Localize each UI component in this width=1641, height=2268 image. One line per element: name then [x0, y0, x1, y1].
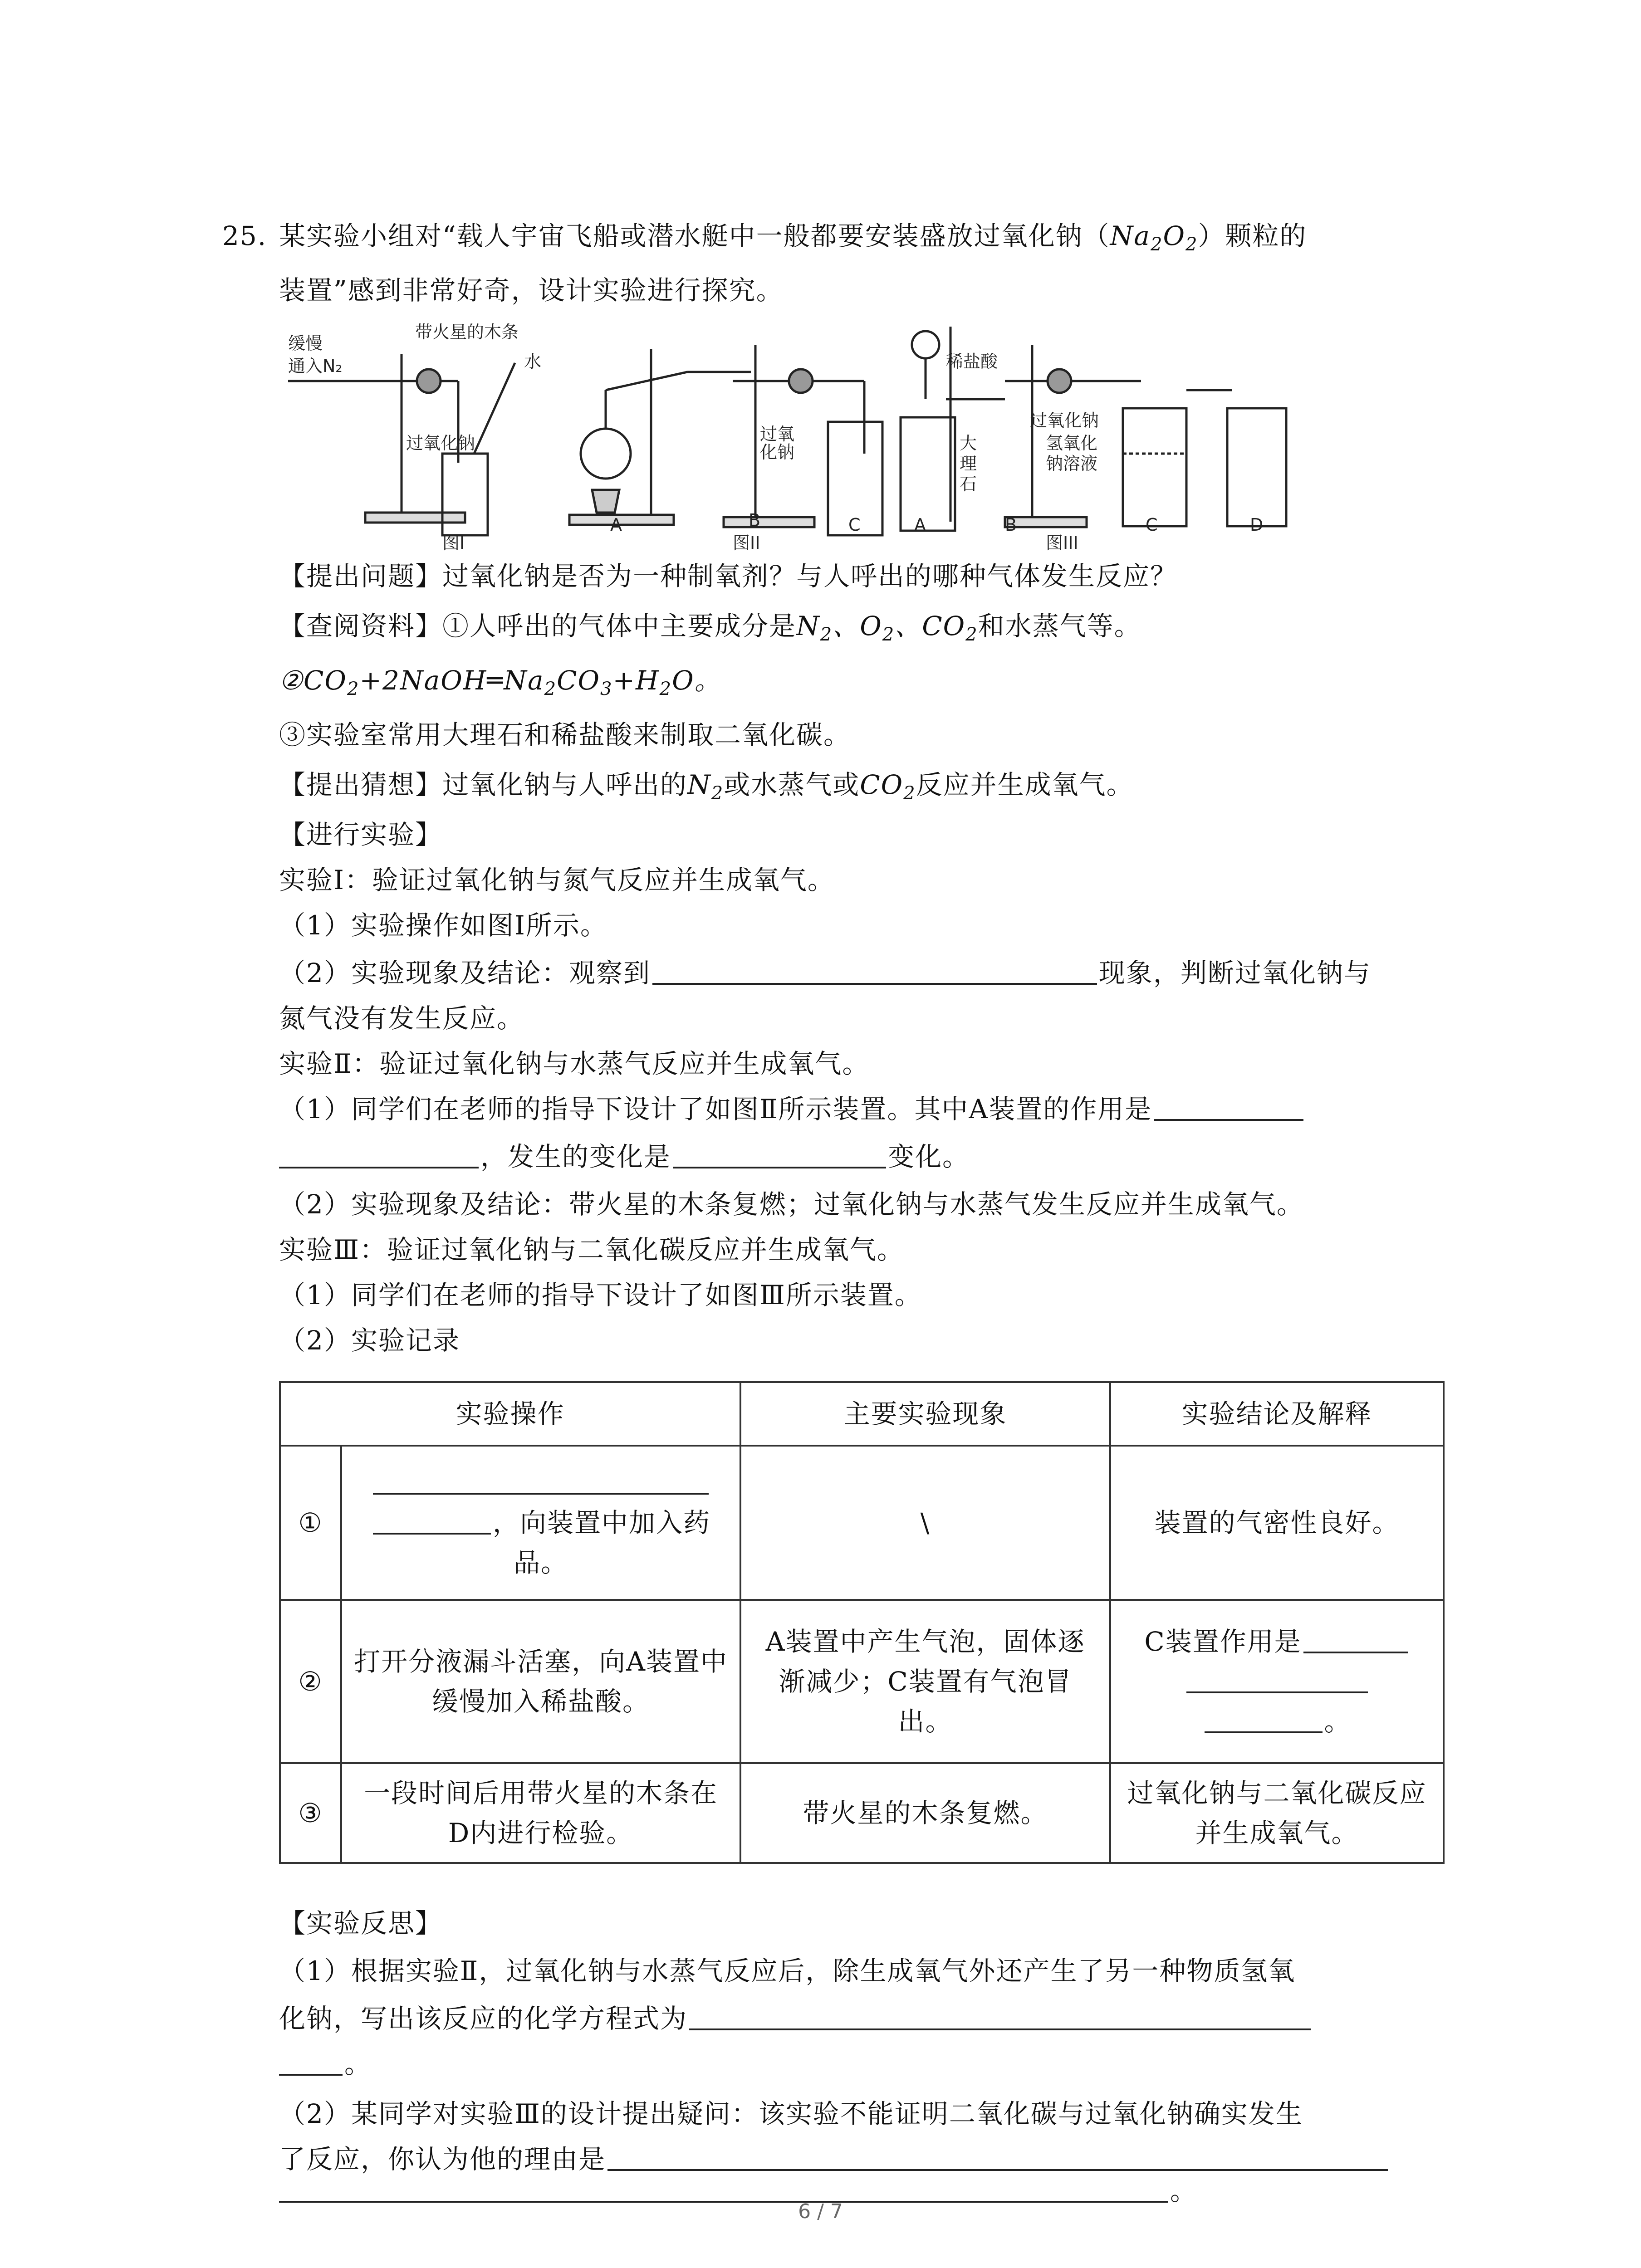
question-stem-line2: 装置”感到非常好奇，设计实验进行探究。	[279, 275, 784, 306]
fig3-caption: 图III	[1046, 533, 1078, 553]
exp1-step1: （1）实验操作如图Ⅰ所示。	[279, 910, 607, 941]
fig-label-marble-a: 大	[960, 433, 977, 453]
answer-blank-reflect-1a[interactable]	[689, 2001, 1311, 2030]
exp3-step2: （2）实验记录	[279, 1325, 460, 1356]
header-operation: 实验操作	[280, 1382, 740, 1446]
question-stem-line1: 25. 某实验小组对“载人宇宙飞船或潜水艇中一般都要安装盛放过氧化钠$(Na_2O_2)$颗粒的	[279, 218, 1450, 254]
fig-label-na2o2-3: 过氧化钠	[1030, 411, 1099, 430]
fig-label-marble-b: 理	[960, 454, 977, 474]
fig3-label-D: D	[1250, 515, 1264, 535]
fig-label-water: 水	[524, 352, 542, 371]
fig3-label-A: A	[914, 515, 926, 535]
answer-blank-table-1b[interactable]	[373, 1505, 491, 1535]
question-number: 25.	[222, 220, 267, 251]
row-operation: 打开分液漏斗活塞，向A装置中缓慢加入稀盐酸。	[341, 1600, 740, 1763]
exp2-step1-line2: ，发生的变化是 变化。	[279, 1139, 1450, 1175]
exp2-title: 实验Ⅱ：验证过氧化钠与水蒸气反应并生成氧气。	[279, 1048, 870, 1079]
answer-blank-reflect-2b[interactable]	[279, 2174, 1168, 2203]
row-phenomenon: 带火星的木条复燃。	[740, 1763, 1110, 1863]
reflection-2-line3: 。	[279, 2173, 1450, 2209]
apparatus-drawing	[279, 318, 1336, 553]
reflection-1-line2: 化钠，写出该反应的化学方程式为	[279, 2000, 1450, 2037]
exp1-title: 实验Ⅰ：验证过氧化钠与氮气反应并生成氧气。	[279, 865, 835, 895]
fig-label-acid: 稀盐酸	[946, 352, 998, 371]
answer-blank-exp2-b[interactable]	[279, 1139, 479, 1168]
formula-na2o2: $Na_2O_2$	[1110, 220, 1198, 255]
row-number: ②	[280, 1600, 341, 1763]
exp1-step2: （2）实验现象及结论：观察到 现象，判断过氧化钠与	[279, 955, 1450, 991]
fig-label-na2o2-2a: 过氧	[760, 424, 795, 444]
row-operation: ，向装置中加入药 品。	[341, 1446, 740, 1600]
exp1-step2-line2: 氮气没有发生反应。	[279, 1003, 524, 1034]
fig-label-slow: 缓慢	[288, 333, 323, 353]
table-header-row	[280, 1382, 1444, 1446]
answer-blank-table-2b[interactable]	[1186, 1664, 1368, 1693]
table-row	[280, 1763, 1444, 1863]
reflection-2-line2: 了反应，你认为他的理由是	[279, 2141, 1450, 2177]
row-operation: 一段时间后用带火星的木条在D内进行检验。	[341, 1763, 740, 1863]
table-row	[280, 1446, 1444, 1600]
fig2-label-C: C	[848, 515, 861, 535]
reflection-1-line1: （1）根据实验Ⅱ，过氧化钠与水蒸气反应后，除生成氧气外还产生了另一种物质氢氧	[279, 1955, 1296, 1986]
hypothesis-line: 【提出猜想】过氧化钠与人呼出的$N_2$或水蒸气或$CO_2$反应并生成氧气。	[279, 769, 1134, 804]
fig3-label-C: C	[1146, 515, 1158, 535]
reflection-1-line3: 。	[279, 2046, 1450, 2082]
answer-blank-table-2c[interactable]	[1205, 1704, 1323, 1733]
answer-blank-table-2a[interactable]	[1303, 1624, 1408, 1653]
reference-1: 【查阅资料】①人呼出的气体中主要成分是$N_2$、$O_2$、$CO_2$和水蒸气等。	[279, 611, 1141, 645]
header-conclusion: 实验结论及解释	[1110, 1382, 1444, 1446]
fig-label-splint: 带火星的木条	[415, 322, 519, 342]
fig-label-naoh-b: 钠溶液	[1046, 454, 1098, 474]
answer-blank-reflect-2a[interactable]	[607, 2142, 1388, 2171]
fig2-caption: 图II	[733, 533, 760, 553]
header-phenomenon: 主要实验现象	[740, 1382, 1110, 1446]
fig1-caption: 图I	[442, 533, 465, 553]
row-phenomenon: A装置中产生气泡，固体逐渐减少；C装置有气泡冒出。	[740, 1600, 1110, 1763]
reference-2-equation: $②CO_2+2NaOH═Na_2CO_3+H_2O$。	[279, 665, 722, 699]
row-number: ③	[280, 1763, 341, 1863]
problem-line: 【提出问题】过氧化钠是否为一种制氧剂？与人呼出的哪种气体发生反应？	[279, 561, 1178, 591]
do-experiment-heading: 【进行实验】	[279, 819, 443, 850]
row-conclusion: 装置的气密性良好。	[1110, 1446, 1444, 1600]
fig-label-n2: 通入N₂	[288, 356, 343, 376]
answer-blank-exp1[interactable]	[652, 956, 1097, 985]
answer-blank-reflect-1b[interactable]	[279, 2047, 343, 2076]
answer-blank-table-1a[interactable]	[373, 1466, 709, 1495]
reflection-2-line1: （2）某同学对实验Ⅲ的设计提出疑问：该实验不能证明二氧化碳与过氧化钠确实发生	[279, 2098, 1303, 2129]
exp3-step1: （1）同学们在老师的指导下设计了如图Ⅲ所示装置。	[279, 1280, 922, 1310]
fig3-label-B: B	[1005, 515, 1017, 535]
answer-blank-exp2-c[interactable]	[673, 1139, 886, 1168]
reflection-heading: 【实验反思】	[279, 1908, 443, 1939]
apparatus-figure	[279, 318, 1336, 553]
row-phenomenon: \	[740, 1446, 1110, 1600]
row-number: ①	[280, 1446, 341, 1600]
fig-label-na2o2-1: 过氧化钠	[406, 433, 475, 453]
table-row	[280, 1600, 1444, 1763]
fig-label-na2o2-2b: 化钠	[760, 442, 795, 462]
exp2-step2: （2）实验现象及结论：带火星的木条复燃；过氧化钠与水蒸气发生反应并生成氧气。	[279, 1189, 1304, 1220]
answer-blank-exp2-a[interactable]	[1154, 1092, 1303, 1121]
fig-label-naoh-a: 氢氧化	[1046, 433, 1098, 453]
experiment-record-table	[279, 1381, 1445, 1864]
page-number: 6 / 7	[798, 2200, 843, 2223]
reference-3: ③实验室常用大理石和稀盐酸来制取二氧化碳。	[279, 719, 851, 750]
row-conclusion: 过氧化钠与二氧化碳反应并生成氧气。	[1110, 1763, 1444, 1863]
fig-label-marble-c: 石	[960, 474, 977, 494]
exp3-title: 实验Ⅲ：验证过氧化钠与二氧化碳反应并生成氧气。	[279, 1234, 904, 1265]
fig2-label-B: B	[749, 510, 761, 530]
fig2-label-A: A	[610, 515, 622, 535]
exp2-step1: （1）同学们在老师的指导下设计了如图Ⅱ所示装置。其中A装置的作用是	[279, 1091, 1450, 1127]
row-conclusion: C装置作用是 。	[1110, 1600, 1444, 1763]
